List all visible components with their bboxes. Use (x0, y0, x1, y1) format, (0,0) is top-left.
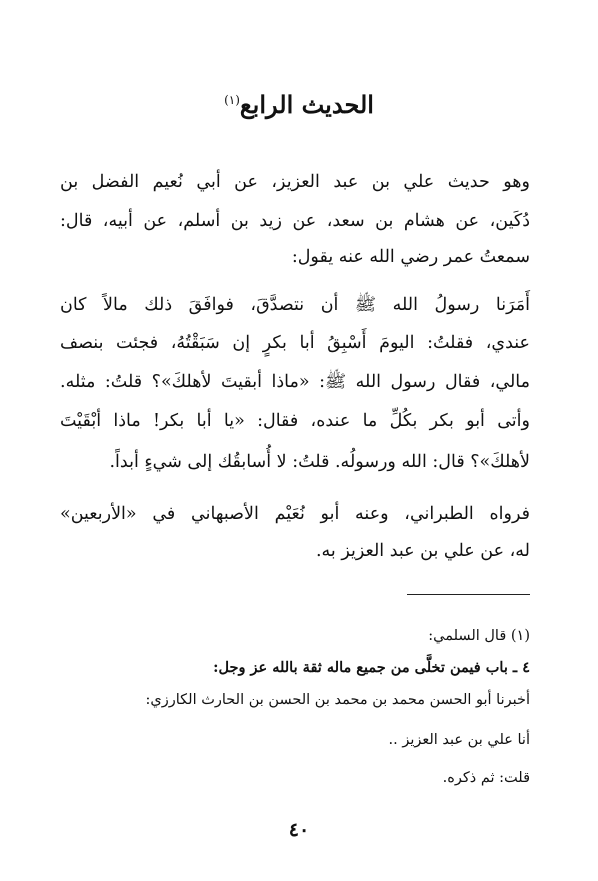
hadith-text-line: عندي، فقلتُ: اليومَ أَسْبِقُ أبا بكرٍ إن سَبَقْتُهُ، فجئت بنصف (60, 333, 530, 353)
paragraph-line: سمعتُ عمر رضي الله عنه يقول: (291, 247, 530, 267)
footnote-line: (١) قال السلمي: (428, 628, 530, 644)
footnote-line: أنا علي بن عبد العزيز .. (388, 732, 530, 748)
footnote-divider (407, 594, 530, 595)
hadith-text-line: أَمَرَنا رسولُ الله ﷺ أن نتصدَّقَ، فوافَقَ ذلك مالاً كان (60, 295, 530, 315)
hadith-text-line: مالي، فقال رسول الله ﷺ: «ماذا أبقيتَ لأهلكَ»؟ قلتُ: مثله. (60, 372, 530, 392)
footnote-line: أخبرنا أبو الحسن محمد بن محمد بن الحسن بن الحارث الكارزي: (145, 692, 530, 708)
footnote-reference-mark: (١) (224, 93, 240, 107)
hadith-title (0, 82, 598, 123)
hadith-title-text: الحديث الرابع (239, 90, 374, 119)
footnote-line: قلت: ثم ذكره. (442, 770, 530, 786)
paragraph-line: له، عن علي بن عبد العزيز به. (315, 541, 530, 561)
paragraph-line: فرواه الطبراني، وعنه أبو نُعَيْم الأصبهاني في «الأربعين» (60, 504, 530, 524)
paragraph-line: وهو حديث علي بن عبد العزيز، عن أبي نُعيم الفضل بن (60, 172, 530, 192)
paragraph-line: دُكَين، عن هشام بن سعد، عن زيد بن أسلم، عن أبيه، قال: (60, 211, 530, 231)
footnote-line: ٤ ـ باب فيمن تخلَّى من جميع ماله ثقة بالله عز وجل: (213, 659, 530, 676)
page-number: ٤٠ (288, 819, 310, 841)
hadith-text-line: لأهلكَ»؟ قال: الله ورسولُه. قلتُ: لا أُسابقُك إلى شيءٍ أبداً. (109, 452, 530, 472)
hadith-text-line: وأتى أبو بكر بكُلِّ ما عنده، فقال: «يا أبا بكر! ماذا أبْقَيْتَ (60, 411, 530, 431)
